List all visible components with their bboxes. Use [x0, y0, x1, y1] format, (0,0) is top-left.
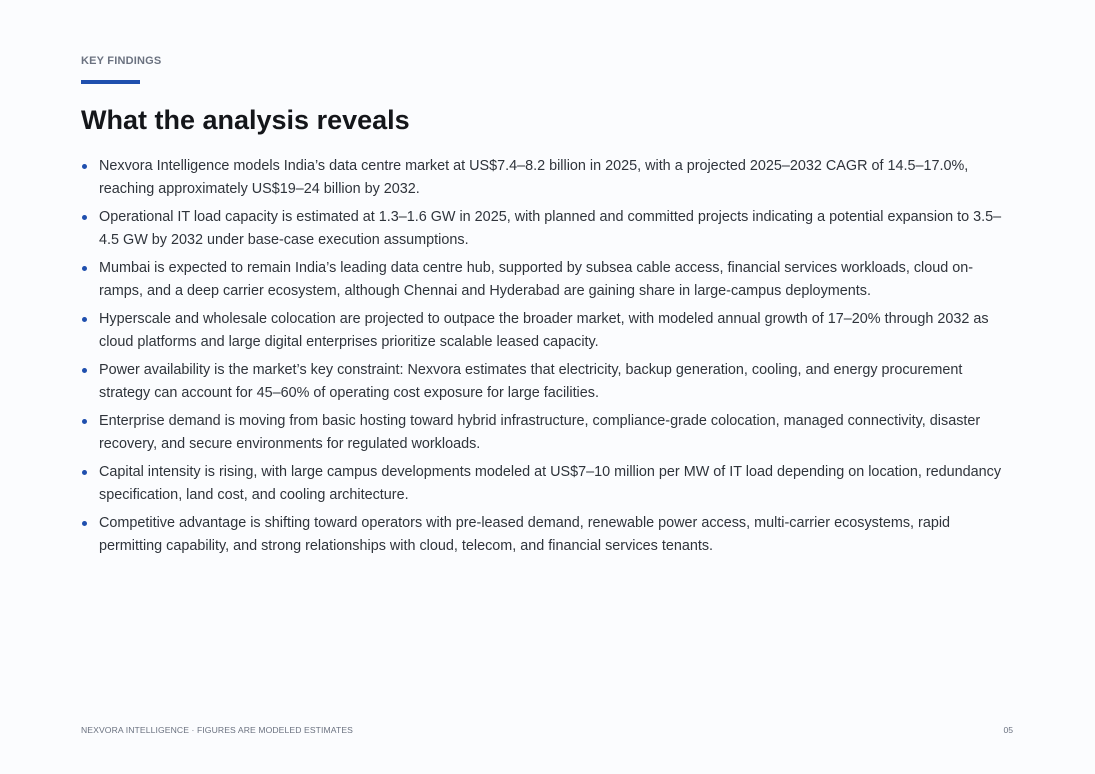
- finding-item: [81, 512, 1013, 557]
- bullet-icon: [82, 368, 87, 373]
- section-label: KEY FINDINGS: [81, 55, 162, 67]
- page-number: 05: [1003, 725, 1013, 735]
- bullet-icon: [82, 521, 87, 526]
- finding-item: [81, 155, 1013, 200]
- page-title: What the analysis reveals: [81, 105, 410, 135]
- bullet-icon: [82, 419, 87, 424]
- report-page: [81, 0, 1013, 774]
- finding-item: [81, 257, 1013, 302]
- finding-text: Competitive advantage is shifting toward operators with pre-leased demand, renewable power access, multi-carrier ecosystems, rapid permitting capability, and strong relationships with cloud, telecom, and financial services tenants.: [99, 515, 951, 554]
- bullet-icon: [82, 470, 87, 475]
- finding-item: [81, 410, 1013, 455]
- finding-item: [81, 461, 1013, 506]
- bullet-icon: [82, 266, 87, 271]
- finding-item: [81, 308, 1013, 353]
- finding-text: Enterprise demand is moving from basic hosting toward hybrid infrastructure, compliance-grade colocation, managed connectivity, disaster recovery, and secure environments for regulated workloads.: [99, 413, 981, 452]
- bullet-icon: [82, 164, 87, 169]
- accent-bar: [81, 80, 140, 84]
- finding-text: Nexvora Intelligence models India’s data centre market at US$7.4–8.2 billion in 2025, with a projected 2025–2032 CAGR of 14.5–17.0%, reaching approximately US$19–24 billion by 2032.: [99, 158, 969, 197]
- finding-item: [81, 359, 1013, 404]
- bullet-icon: [82, 317, 87, 322]
- finding-item: [81, 206, 1013, 251]
- finding-text: Hyperscale and wholesale colocation are projected to outpace the broader market, with modeled annual growth of 17–20% through 2032 as cloud platforms and large digital enterprises prioritize scalable leased capacity.: [99, 311, 989, 350]
- finding-text: Operational IT load capacity is estimated at 1.3–1.6 GW in 2025, with planned and committed projects indicating a potential expansion to 3.5–4.5 GW by 2032 under base-case execution assumptions.: [99, 209, 1002, 248]
- bullet-icon: [82, 215, 87, 220]
- finding-text: Power availability is the market’s key constraint: Nexvora estimates that electricity, backup generation, cooling, and energy procurement strategy can account for 45–60% of operating cost exposure for large facilities.: [99, 362, 963, 401]
- finding-text: Capital intensity is rising, with large campus developments modeled at US$7–10 million per MW of IT load depending on location, redundancy specification, land cost, and cooling architecture.: [99, 464, 1002, 503]
- findings-list: [81, 155, 1013, 563]
- footer-source: NEXVORA INTELLIGENCE · FIGURES ARE MODELED ESTIMATES: [81, 725, 353, 735]
- finding-text: Mumbai is expected to remain India’s leading data centre hub, supported by subsea cable access, financial services workloads, cloud on-ramps, and a deep carrier ecosystem, although Chennai and Hyderabad are gaining share in large-campus deployments.: [99, 260, 974, 299]
